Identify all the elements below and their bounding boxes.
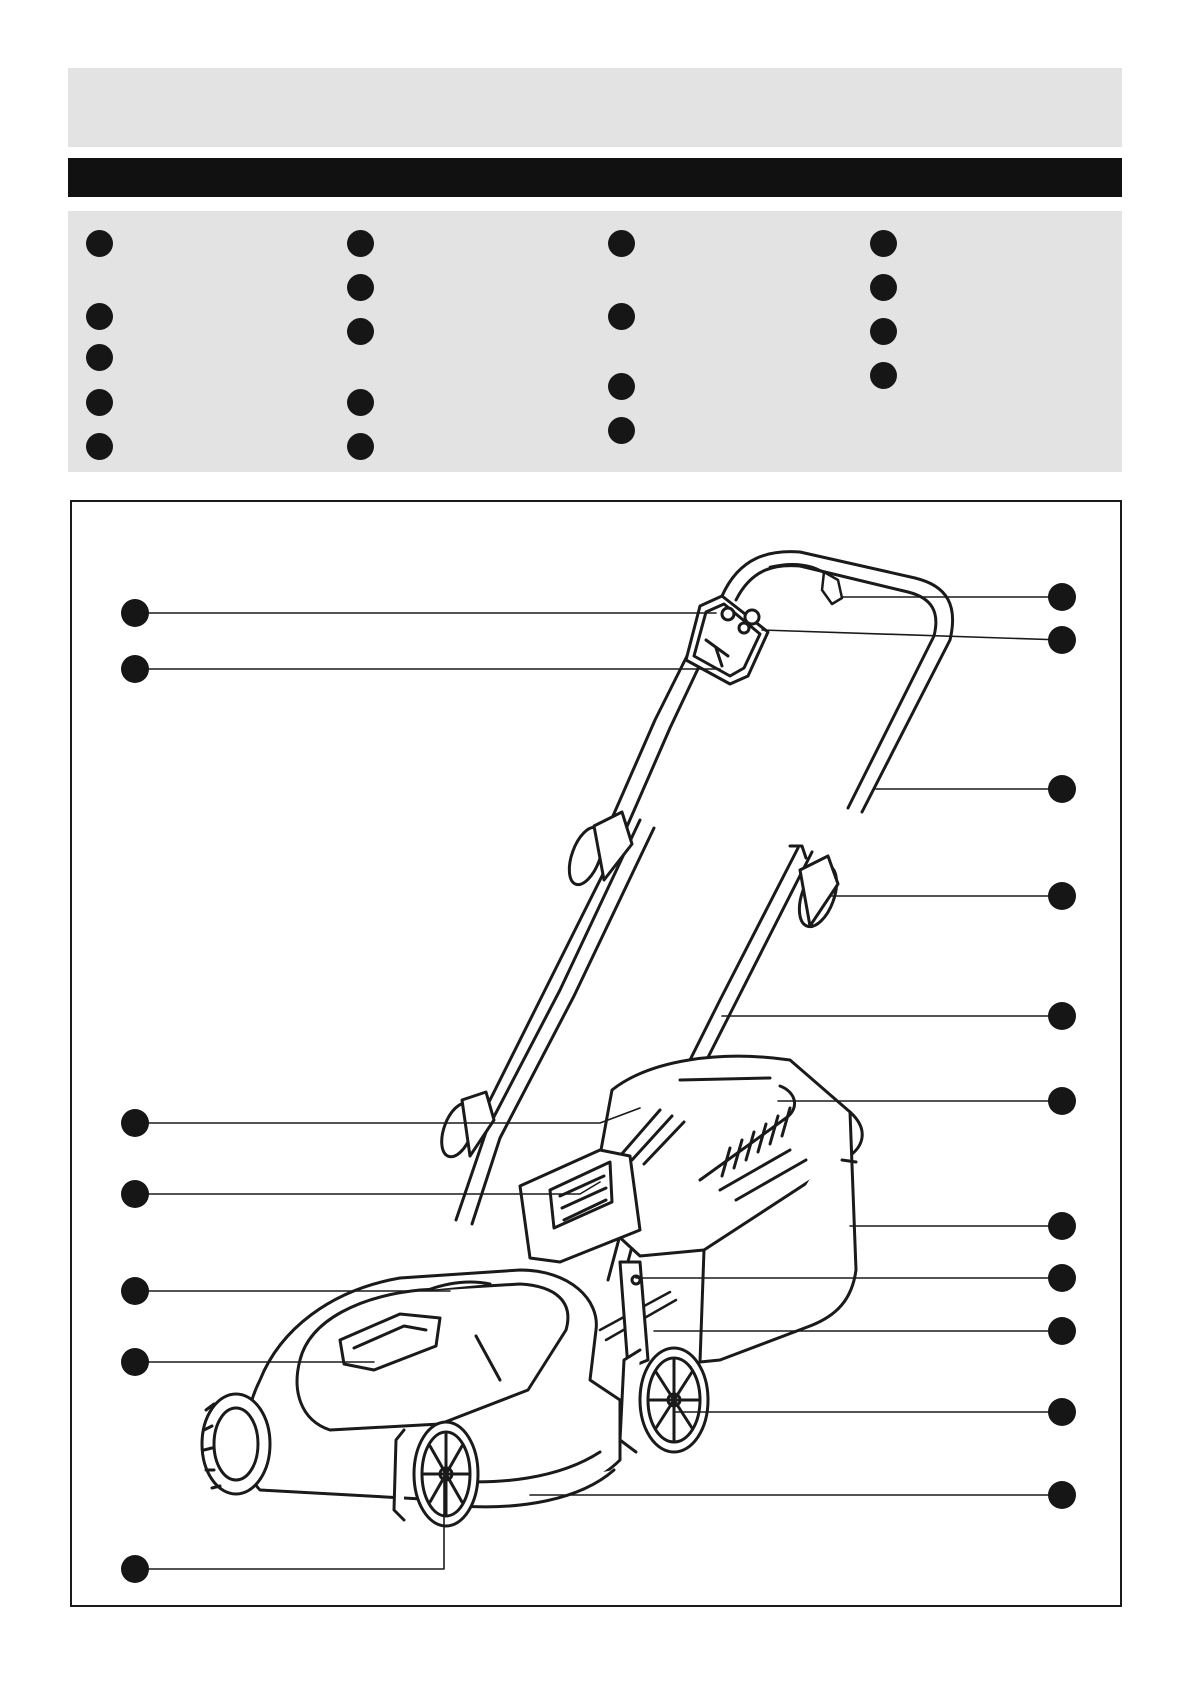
rear-wheel xyxy=(620,1348,708,1452)
callout-marker xyxy=(1048,1398,1076,1426)
callout-marker xyxy=(1048,1087,1076,1115)
callout-marker xyxy=(121,655,149,683)
callout-marker xyxy=(121,1555,149,1583)
front-left-wheel xyxy=(202,1394,270,1494)
callout-marker xyxy=(121,599,149,627)
callout-marker xyxy=(1048,882,1076,910)
callout-marker xyxy=(121,1180,149,1208)
battery-lid xyxy=(520,1150,640,1262)
callout-marker xyxy=(121,1348,149,1376)
callout-marker xyxy=(1048,1002,1076,1030)
right-handle-knob-upper xyxy=(792,856,844,932)
left-handle-knob-upper xyxy=(563,812,632,889)
callout-marker xyxy=(1048,1264,1076,1292)
left-handle-knob-lower xyxy=(435,1092,494,1161)
callout-marker xyxy=(121,1277,149,1305)
callout-marker xyxy=(1048,626,1076,654)
callout-marker xyxy=(1048,583,1076,611)
callout-marker xyxy=(121,1109,149,1137)
callout-marker xyxy=(1048,1481,1076,1509)
callout-marker xyxy=(1048,1317,1076,1345)
callout-marker xyxy=(1048,1212,1076,1240)
callout-marker xyxy=(1048,775,1076,803)
